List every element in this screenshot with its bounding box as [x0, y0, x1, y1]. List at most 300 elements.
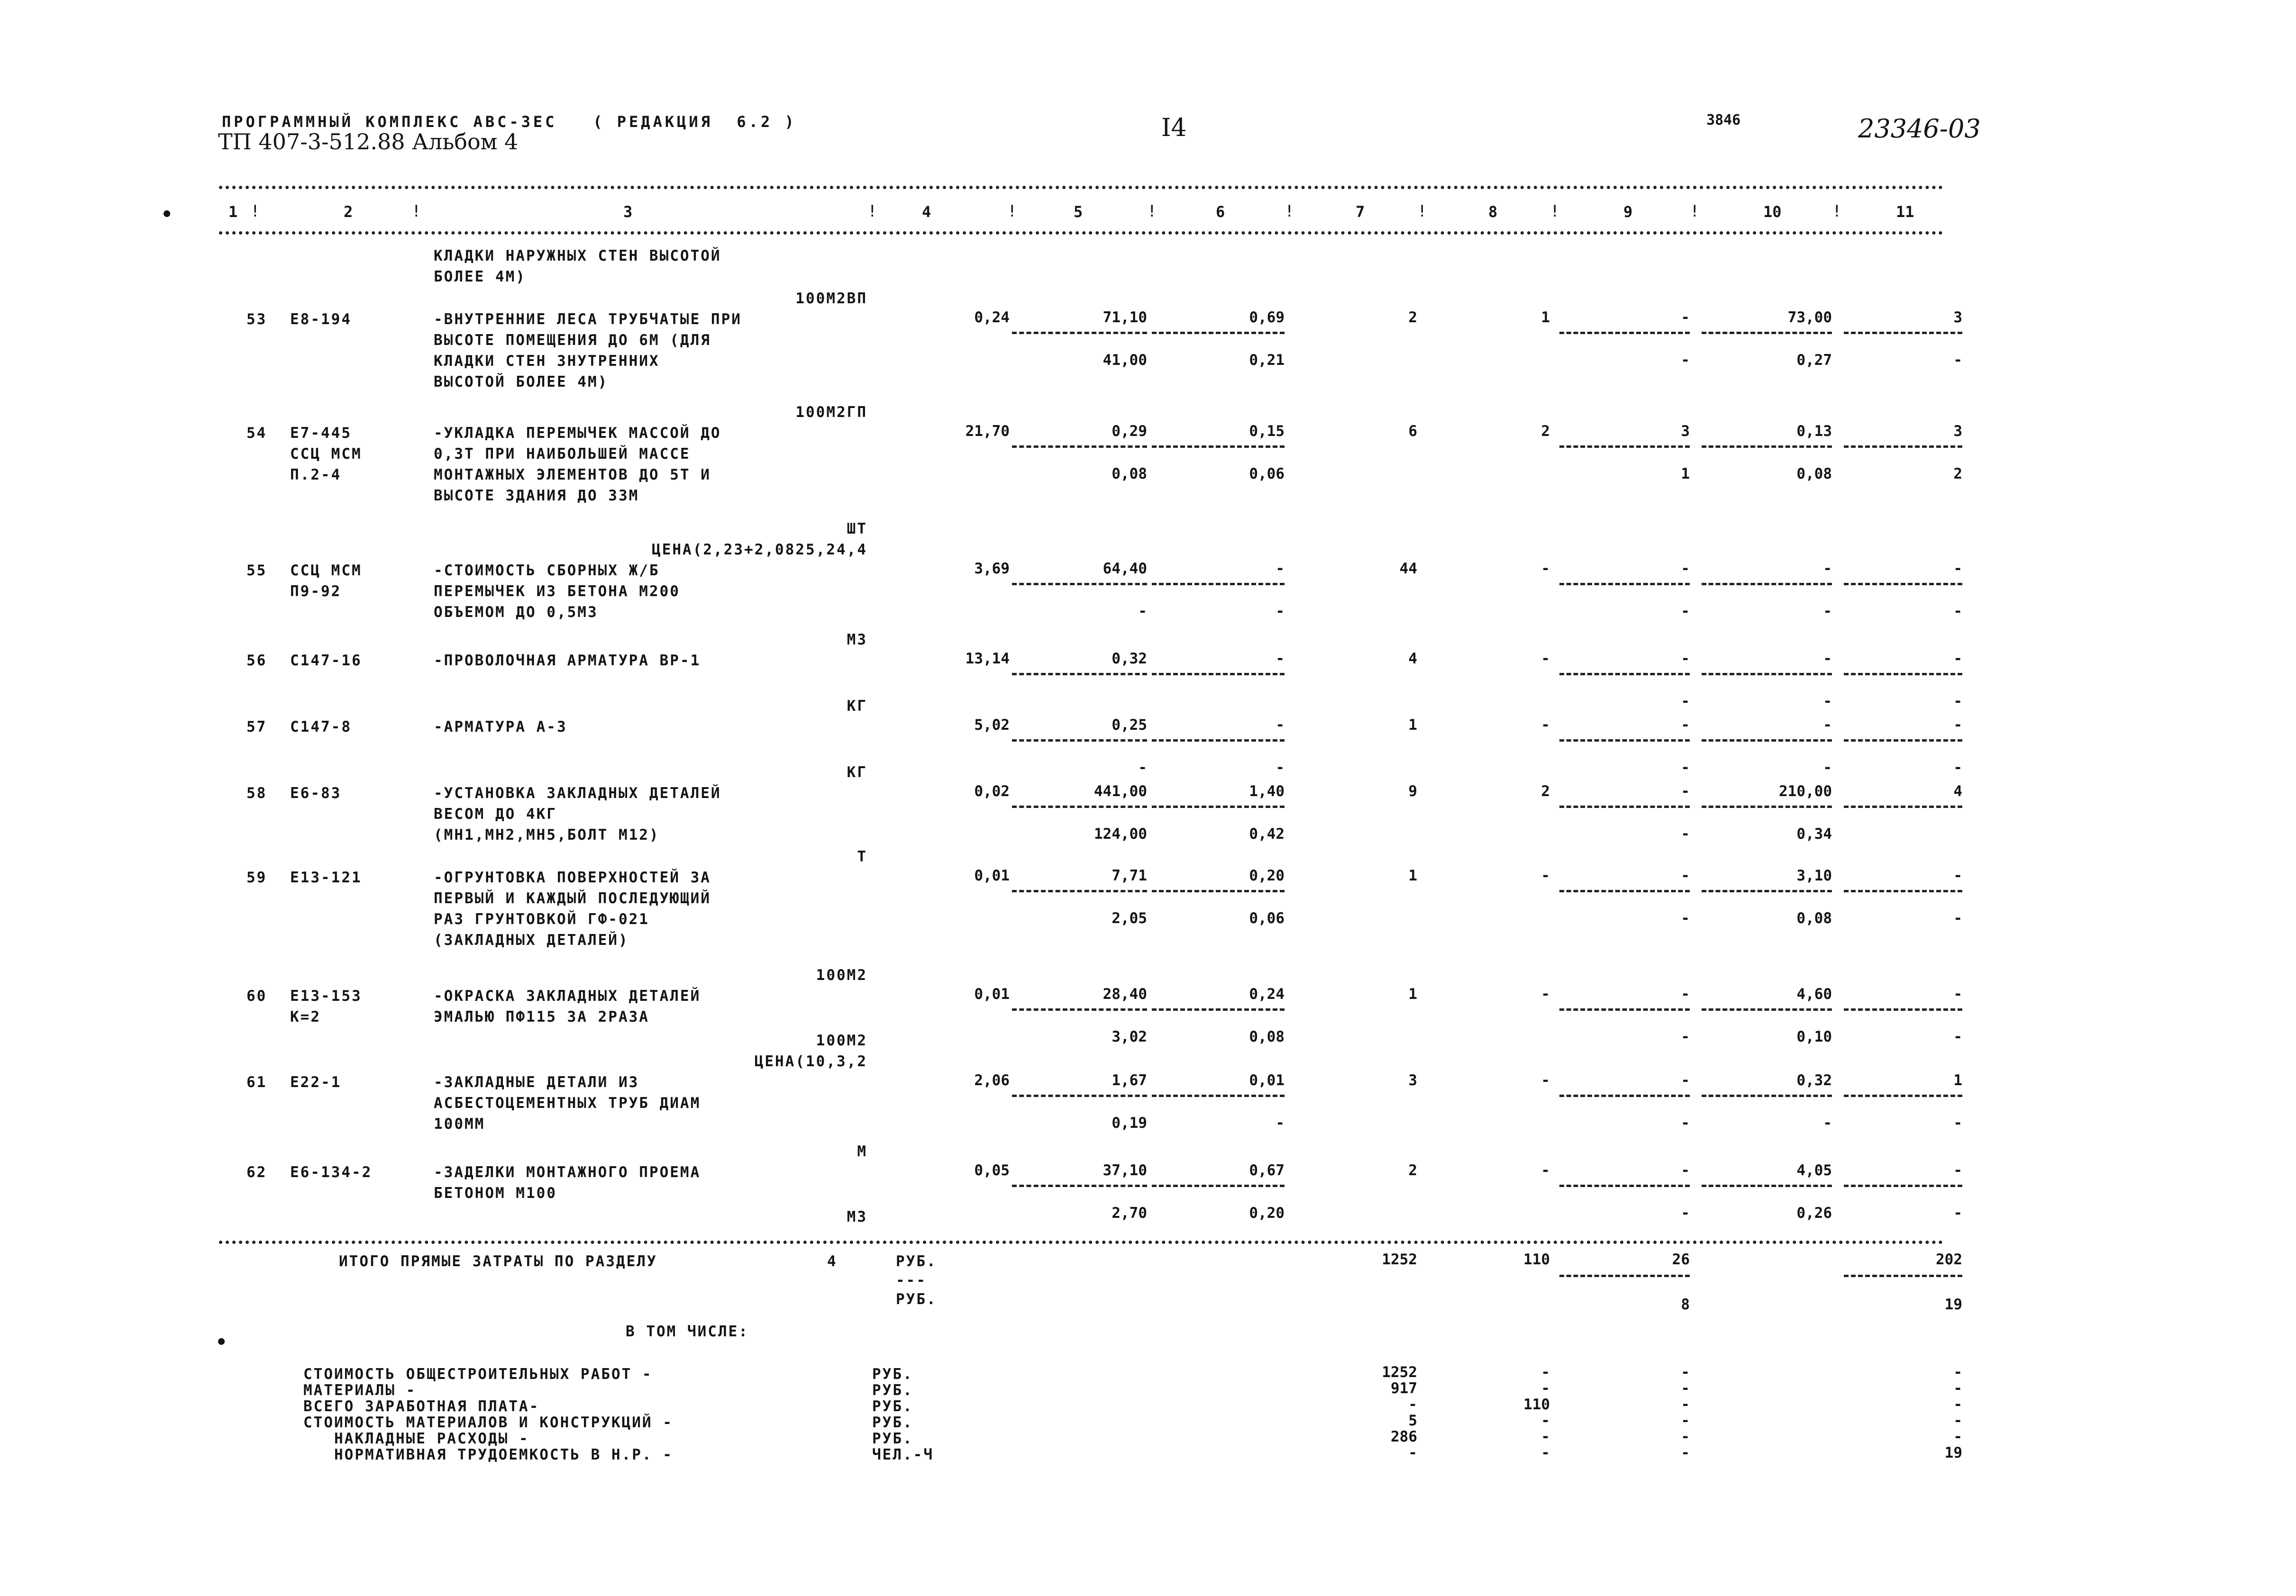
row-col6-bottom: 0,21	[1249, 352, 1285, 369]
row-col5-top: 64,40	[1102, 560, 1147, 577]
row-quantity: 5,02	[974, 716, 1010, 734]
row-code: Е6-83	[290, 785, 342, 802]
row-col10-bottom: 0,26	[1796, 1205, 1832, 1222]
breakdown-unit: ЧЕЛ.-Ч	[872, 1446, 934, 1463]
row-col7: 1	[1408, 716, 1417, 734]
row-unit-marker: 100М2	[816, 967, 867, 984]
cell-separator	[1844, 583, 1962, 585]
cell-separator	[1559, 445, 1690, 448]
cell-separator	[1152, 332, 1285, 334]
row-col10-bottom: 0,08	[1796, 465, 1832, 482]
totals-col11-top: 202	[1936, 1251, 1962, 1268]
breakdown-unit: РУБ.	[872, 1366, 913, 1383]
row-col9-bottom: -	[1681, 910, 1690, 927]
cell-separator	[1012, 583, 1147, 585]
row-code: Е7-445 ССЦ МСМ П.2-4	[290, 425, 362, 483]
row-col8: -	[1541, 650, 1550, 667]
row-unit-marker: 100М2ВП	[795, 290, 867, 307]
row-col11-top: 3	[1953, 423, 1962, 440]
column-divider: !	[1417, 202, 1427, 221]
row-col9-top: -	[1681, 783, 1690, 800]
row-col10-top: -	[1823, 560, 1832, 577]
row-col6-top: 0,69	[1249, 309, 1285, 326]
breakdown-col8: -	[1541, 1380, 1550, 1397]
row-col8: -	[1541, 716, 1550, 734]
cell-separator	[1152, 890, 1285, 892]
cell-separator	[1702, 739, 1832, 742]
document-number: 23346-03	[1858, 114, 1981, 144]
row-description: -УСТАНОВКА ЗАКЛАДНЫХ ДЕТАЛЕЙ ВЕСОМ ДО 4КГ (МН1,МН2,МН5,БОЛТ М12)	[434, 785, 721, 843]
column-header: 1	[228, 203, 238, 221]
cell-separator	[1559, 1185, 1690, 1187]
row-col9-bottom: -	[1681, 825, 1690, 843]
row-code: С147-8	[290, 718, 352, 735]
column-header: 4	[922, 203, 931, 221]
row-col5-bottom: -	[1138, 759, 1147, 776]
row-col6-bottom: 0,42	[1249, 825, 1285, 843]
program-header: ПРОГРАММНЫЙ КОМПЛЕКС АВС-3ЕС ( РЕДАКЦИЯ 6.2 )	[222, 113, 797, 131]
row-number: 59	[246, 869, 267, 886]
row-col5-bottom: 3,02	[1112, 1028, 1147, 1045]
row-description: -ВНУТРЕННИЕ ЛЕСА ТРУБЧАТЫЕ ПРИ ВЫСОТЕ ПОМЕЩЕНИЯ ДО 6М (ДЛЯ КЛАДКИ СТЕН ЗНУТРЕННИХ ВЫСОТОЙ БОЛЕЕ 4М)	[434, 311, 742, 390]
row-quantity: 21,70	[965, 423, 1010, 440]
row-number: 62	[246, 1164, 267, 1181]
row-col10-bottom: -	[1823, 1115, 1832, 1132]
row-description: -ОГРУНТОВКА ПОВЕРХНОСТЕЙ ЗА ПЕРВЫЙ И КАЖДЫЙ ПОСЛЕДУЮЩИЙ РАЗ ГРУНТОВКОЙ ГФ-021 (ЗАКЛАДНЫХ ДЕТАЛЕЙ)	[434, 869, 711, 949]
row-col11-top: -	[1953, 867, 1962, 884]
totals-section: 4	[827, 1253, 838, 1270]
row-col9-bottom: -	[1681, 352, 1690, 369]
row-col10-bottom: 0,34	[1796, 825, 1832, 843]
breakdown-label: СТОИМОСТЬ МАТЕРИАЛОВ И КОНСТРУКЦИЙ -	[303, 1414, 673, 1431]
row-col8: 2	[1541, 423, 1550, 440]
cell-separator	[1702, 1095, 1832, 1097]
breakdown-col7: 286	[1391, 1428, 1417, 1445]
breakdown-col11: -	[1953, 1364, 1962, 1381]
row-col5-top: 28,40	[1102, 986, 1147, 1003]
breakdown-col9: -	[1681, 1380, 1690, 1397]
row-col6-top: 0,01	[1249, 1072, 1285, 1089]
row-col6-bottom: -	[1276, 759, 1285, 776]
row-col11-bottom: -	[1953, 352, 1962, 369]
row-col10-bottom: -	[1823, 693, 1832, 710]
breakdown-col7: 1252	[1382, 1364, 1417, 1381]
row-col10-top: 4,05	[1796, 1162, 1832, 1179]
column-header: 7	[1356, 203, 1365, 221]
column-header: 8	[1488, 203, 1498, 221]
cell-separator	[1559, 673, 1690, 675]
row-col10-top: 73,00	[1787, 309, 1832, 326]
row-code: ССЦ МСМ П9-92	[290, 562, 362, 600]
row-number: 54	[246, 425, 267, 442]
row-col11-top: -	[1953, 1162, 1962, 1179]
row-quantity: 0,02	[974, 783, 1010, 800]
column-divider: !	[1147, 202, 1157, 221]
row-number: 53	[246, 311, 267, 328]
totals-col11-bottom: 19	[1944, 1296, 1962, 1313]
totals-col9-bottom: 8	[1681, 1296, 1690, 1313]
breakdown-col9: -	[1681, 1428, 1690, 1445]
row-col7: 44	[1399, 560, 1417, 577]
row-col7: 6	[1408, 423, 1417, 440]
row-quantity: 3,69	[974, 560, 1010, 577]
row-col5-top: 1,67	[1112, 1072, 1147, 1089]
breakdown-col11: -	[1953, 1428, 1962, 1445]
row-description: -СТОИМОСТЬ СБОРНЫХ Ж/Б ПЕРЕМЫЧЕК ИЗ БЕТОНА М200 ОБЪЕМОМ ДО 0,5М3	[434, 562, 680, 621]
table-top-rule	[219, 186, 1943, 189]
row-col6-top: 1,40	[1249, 783, 1285, 800]
row-col5-top: 441,00	[1094, 783, 1147, 800]
cell-separator	[1012, 739, 1147, 742]
row-col10-top: 210,00	[1779, 783, 1832, 800]
cell-separator	[1152, 1008, 1285, 1011]
row-description: -ЗАКЛАДНЫЕ ДЕТАЛИ ИЗ АСБЕСТОЦЕМЕНТНЫХ ТРУБ ДИАМ 100ММ	[434, 1074, 701, 1133]
breakdown-label: МАТЕРИАЛЫ -	[303, 1382, 417, 1399]
column-divider: !	[250, 202, 260, 221]
column-divider: !	[1550, 202, 1560, 221]
carryover-text: КЛАДКИ НАРУЖНЫХ СТЕН ВЫСОТОЙ БОЛЕЕ 4М)	[434, 247, 721, 285]
cell-separator	[1012, 1185, 1147, 1187]
column-divider: !	[1832, 202, 1842, 221]
row-col9-bottom: -	[1681, 1028, 1690, 1045]
cell-separator	[1012, 1095, 1147, 1097]
row-unit-marker: КГ	[847, 698, 867, 715]
cell-separator	[1702, 445, 1832, 448]
cell-separator	[1152, 1185, 1285, 1187]
totals-label: ИТОГО ПРЯМЫЕ ЗАТРАТЫ ПО РАЗДЕЛУ	[339, 1253, 657, 1270]
row-col11-bottom: -	[1953, 603, 1962, 620]
cell-separator	[1844, 890, 1962, 892]
row-number: 56	[246, 652, 267, 669]
row-col6-top: -	[1276, 560, 1285, 577]
row-description: -ПРОВОЛОЧНАЯ АРМАТУРА ВР-1	[434, 652, 701, 669]
row-col5-bottom: 41,00	[1102, 352, 1147, 369]
row-col11-top: -	[1953, 560, 1962, 577]
row-col7: 1	[1408, 986, 1417, 1003]
column-header: 3	[623, 203, 633, 221]
row-col9-bottom: -	[1681, 1115, 1690, 1132]
row-col9-top: -	[1681, 1072, 1690, 1089]
cell-separator	[1152, 445, 1285, 448]
row-code: Е13-153 К=2	[290, 988, 362, 1025]
breakdown-col11: -	[1953, 1412, 1962, 1429]
breakdown-label: НАКЛАДНЫЕ РАСХОДЫ -	[303, 1430, 529, 1447]
project-title: ТП 407-3-512.88 Альбом 4	[218, 129, 519, 154]
row-unit-marker: КГ	[847, 764, 867, 781]
breakdown-label: НОРМАТИВНАЯ ТРУДОЕМКОСТЬ В Н.Р. -	[303, 1446, 673, 1463]
page-number: I4	[1161, 114, 1187, 142]
cell-separator	[1152, 1095, 1285, 1097]
totals-col9-top: 26	[1672, 1251, 1690, 1268]
row-col9-top: -	[1681, 560, 1690, 577]
row-col11-top: 1	[1953, 1072, 1962, 1089]
row-col11-bottom: -	[1953, 910, 1962, 927]
row-col9-bottom: -	[1681, 1205, 1690, 1222]
row-col9-top: -	[1681, 650, 1690, 667]
breakdown-col7: -	[1408, 1444, 1417, 1461]
row-unit-marker: М3	[847, 1208, 867, 1225]
row-col6-top: 0,20	[1249, 867, 1285, 884]
row-col7: 1	[1408, 867, 1417, 884]
column-header: 11	[1896, 203, 1914, 221]
row-col11-bottom: -	[1953, 1028, 1962, 1045]
row-col10-bottom: -	[1823, 603, 1832, 620]
cell-separator	[1844, 1185, 1962, 1187]
row-col6-top: -	[1276, 650, 1285, 667]
cell-separator	[1012, 332, 1147, 334]
cell-separator	[1559, 1008, 1690, 1011]
row-number: 55	[246, 562, 267, 579]
row-col11-bottom: -	[1953, 1115, 1962, 1132]
cell-separator	[1012, 890, 1147, 892]
row-col8: -	[1541, 1162, 1550, 1179]
totals-col8: 110	[1523, 1251, 1550, 1268]
row-col9-bottom: -	[1681, 603, 1690, 620]
breakdown-col8: 110	[1523, 1396, 1550, 1413]
row-quantity: 13,14	[965, 650, 1010, 667]
row-col6-bottom: 0,06	[1249, 910, 1285, 927]
row-col10-top: 3,10	[1796, 867, 1832, 884]
row-unit-marker: 100М2 ЦЕНА(10,3,2	[754, 1032, 867, 1070]
row-col7: 4	[1408, 650, 1417, 667]
row-col8: -	[1541, 560, 1550, 577]
cell-separator	[1559, 1275, 1690, 1277]
cell-separator	[1012, 806, 1147, 808]
row-col11-bottom: -	[1953, 1205, 1962, 1222]
row-code: Е6-134-2	[290, 1164, 373, 1181]
row-col6-top: 0,67	[1249, 1162, 1285, 1179]
cell-separator	[1559, 739, 1690, 742]
breakdown-col9: -	[1681, 1364, 1690, 1381]
row-number: 58	[246, 785, 267, 802]
row-col11-bottom: 2	[1953, 465, 1962, 482]
cell-separator	[1559, 332, 1690, 334]
column-header: 10	[1763, 203, 1782, 221]
margin-dot: •	[161, 204, 173, 226]
row-col5-top: 37,10	[1102, 1162, 1147, 1179]
column-header: 9	[1623, 203, 1633, 221]
row-unit-marker: ШТ ЦЕНА(2,23+2,0825,24,4	[652, 520, 867, 558]
breakdown-unit: РУБ.	[872, 1414, 913, 1431]
row-col9-top: -	[1681, 716, 1690, 734]
cell-separator	[1844, 1275, 1962, 1277]
row-col5-bottom: 2,05	[1112, 910, 1147, 927]
cell-separator	[1844, 332, 1962, 334]
row-quantity: 2,06	[974, 1072, 1010, 1089]
row-col6-top: 0,24	[1249, 986, 1285, 1003]
breakdown-col9: -	[1681, 1444, 1690, 1461]
column-divider: !	[411, 202, 421, 221]
row-col10-bottom: 0,10	[1796, 1028, 1832, 1045]
row-col11-top: 4	[1953, 783, 1962, 800]
totals-col7: 1252	[1382, 1251, 1417, 1268]
row-col5-bottom: 124,00	[1094, 825, 1147, 843]
row-col11-top: -	[1953, 716, 1962, 734]
breakdown-col8: -	[1541, 1412, 1550, 1429]
cell-separator	[1012, 1008, 1147, 1011]
column-header: 6	[1216, 203, 1225, 221]
row-col11-bottom: -	[1953, 759, 1962, 776]
row-col6-bottom: -	[1276, 603, 1285, 620]
row-quantity: 0,05	[974, 1162, 1010, 1179]
row-col6-bottom: -	[1276, 1115, 1285, 1132]
breakdown-col11: 19	[1944, 1444, 1962, 1461]
row-col5-top: 7,71	[1112, 867, 1147, 884]
page-code: 3846	[1706, 112, 1741, 128]
cell-separator	[1844, 739, 1962, 742]
row-description: -ЗАДЕЛКИ МОНТАЖНОГО ПРОЕМА БЕТОНОМ М100	[434, 1164, 701, 1202]
breakdown-col9: -	[1681, 1412, 1690, 1429]
breakdown-col7: 5	[1408, 1412, 1417, 1429]
cell-separator	[1702, 673, 1832, 675]
cell-separator	[1559, 1095, 1690, 1097]
row-col7: 2	[1408, 309, 1417, 326]
row-col11-top: 3	[1953, 309, 1962, 326]
including-heading: В ТОМ ЧИСЛЕ:	[626, 1323, 749, 1340]
cell-separator	[1702, 890, 1832, 892]
row-col5-top: 0,25	[1112, 716, 1147, 734]
row-col10-top: -	[1823, 716, 1832, 734]
cell-separator	[1844, 1095, 1962, 1097]
row-col5-bottom: 0,19	[1112, 1115, 1147, 1132]
margin-dot: •	[216, 1332, 228, 1353]
row-col6-bottom: 0,08	[1249, 1028, 1285, 1045]
breakdown-col11: -	[1953, 1380, 1962, 1397]
row-col6-top: 0,15	[1249, 423, 1285, 440]
cell-separator	[1559, 583, 1690, 585]
breakdown-label: СТОИМОСТЬ ОБЩЕСТРОИТЕЛЬНЫХ РАБОТ -	[303, 1366, 653, 1383]
breakdown-col7: -	[1408, 1396, 1417, 1413]
cell-separator	[1559, 890, 1690, 892]
row-quantity: 0,01	[974, 867, 1010, 884]
row-unit-marker: М3	[847, 631, 867, 648]
row-description: -ОКРАСКА ЗАКЛАДНЫХ ДЕТАЛЕЙ ЭМАЛЬЮ ПФ115 ЗА 2РАЗА	[434, 988, 701, 1025]
row-col8: -	[1541, 867, 1550, 884]
row-unit-marker: 100М2ГП	[795, 404, 867, 421]
row-col5-top: 0,32	[1112, 650, 1147, 667]
cell-separator	[1702, 332, 1832, 334]
row-col10-top: 4,60	[1796, 986, 1832, 1003]
cell-separator	[1844, 673, 1962, 675]
cell-separator	[1702, 1008, 1832, 1011]
row-col6-bottom: 0,20	[1249, 1205, 1285, 1222]
row-col9-bottom: -	[1681, 759, 1690, 776]
row-col11-top: -	[1953, 650, 1962, 667]
column-divider: !	[867, 202, 877, 221]
row-col5-bottom: 0,08	[1112, 465, 1147, 482]
row-col9-top: 3	[1681, 423, 1690, 440]
column-header: 5	[1074, 203, 1083, 221]
breakdown-unit: РУБ.	[872, 1430, 913, 1447]
row-col5-top: 71,10	[1102, 309, 1147, 326]
row-col8: 1	[1541, 309, 1550, 326]
column-divider: !	[1690, 202, 1700, 221]
row-col5-top: 0,29	[1112, 423, 1147, 440]
row-unit-marker: Т	[857, 848, 867, 865]
cell-separator	[1702, 583, 1832, 585]
row-col11-top: -	[1953, 986, 1962, 1003]
row-col10-bottom: 0,08	[1796, 910, 1832, 927]
row-quantity: 0,24	[974, 309, 1010, 326]
row-col9-top: -	[1681, 867, 1690, 884]
row-col8: -	[1541, 1072, 1550, 1089]
row-col6-top: -	[1276, 716, 1285, 734]
row-col5-bottom: -	[1138, 603, 1147, 620]
row-number: 60	[246, 988, 267, 1005]
totals-unit: РУБ.	[896, 1291, 937, 1308]
breakdown-col8: -	[1541, 1444, 1550, 1461]
row-col7: 3	[1408, 1072, 1417, 1089]
row-col8: 2	[1541, 783, 1550, 800]
column-divider: !	[1285, 202, 1294, 221]
header-bottom-rule	[219, 231, 1943, 235]
row-col10-top: 0,13	[1796, 423, 1832, 440]
cell-separator	[1702, 1185, 1832, 1187]
cell-separator	[1012, 445, 1147, 448]
row-col9-top: -	[1681, 1162, 1690, 1179]
row-col9-bottom: -	[1681, 693, 1690, 710]
row-description: -АРМАТУРА А-3	[434, 718, 567, 735]
row-col9-top: -	[1681, 309, 1690, 326]
cell-separator	[1702, 806, 1832, 808]
row-col9-bottom: 1	[1681, 465, 1690, 482]
row-col8: -	[1541, 986, 1550, 1003]
breakdown-col8: -	[1541, 1364, 1550, 1381]
row-description: -УКЛАДКА ПЕРЕМЫЧЕК МАССОЙ ДО 0,3Т ПРИ НАИБОЛЬШЕЙ МАССЕ МОНТАЖНЫХ ЭЛЕМЕНТОВ ДО 5Т И ВЫСОТЕ ЗДАНИЯ ДО 33М	[434, 425, 721, 504]
row-code: Е13-121	[290, 869, 362, 886]
row-col10-bottom: 0,27	[1796, 352, 1832, 369]
cell-separator	[1152, 739, 1285, 742]
cell-separator	[1844, 806, 1962, 808]
row-col9-top: -	[1681, 986, 1690, 1003]
breakdown-col7: 917	[1391, 1380, 1417, 1397]
row-quantity: 0,01	[974, 986, 1010, 1003]
row-code: Е22-1	[290, 1074, 342, 1091]
row-number: 61	[246, 1074, 267, 1091]
column-divider: !	[1007, 202, 1017, 221]
totals-unit: РУБ.	[896, 1253, 937, 1270]
row-col5-bottom: 2,70	[1112, 1205, 1147, 1222]
totals-unit-divider: ---	[896, 1272, 927, 1289]
row-unit-marker: М	[857, 1143, 867, 1160]
breakdown-label: ВСЕГО ЗАРАБОТНАЯ ПЛАТА-	[303, 1398, 540, 1415]
row-code: Е8-194	[290, 311, 352, 328]
row-code: С147-16	[290, 652, 362, 669]
cell-separator	[1152, 806, 1285, 808]
row-col11-bottom: -	[1953, 693, 1962, 710]
column-header: 2	[344, 203, 353, 221]
row-number: 57	[246, 718, 267, 735]
table-bottom-rule	[219, 1241, 1943, 1244]
row-col7: 2	[1408, 1162, 1417, 1179]
row-col10-bottom: -	[1823, 759, 1832, 776]
cell-separator	[1559, 806, 1690, 808]
breakdown-col8: -	[1541, 1428, 1550, 1445]
row-col10-top: 0,32	[1796, 1072, 1832, 1089]
cell-separator	[1152, 583, 1285, 585]
row-col7: 9	[1408, 783, 1417, 800]
cell-separator	[1012, 673, 1147, 675]
breakdown-col9: -	[1681, 1396, 1690, 1413]
breakdown-unit: РУБ.	[872, 1382, 913, 1399]
breakdown-col11: -	[1953, 1396, 1962, 1413]
cell-separator	[1844, 445, 1962, 448]
cell-separator	[1844, 1008, 1962, 1011]
row-col6-bottom: 0,06	[1249, 465, 1285, 482]
row-col10-top: -	[1823, 650, 1832, 667]
cell-separator	[1152, 673, 1285, 675]
breakdown-unit: РУБ.	[872, 1398, 913, 1415]
